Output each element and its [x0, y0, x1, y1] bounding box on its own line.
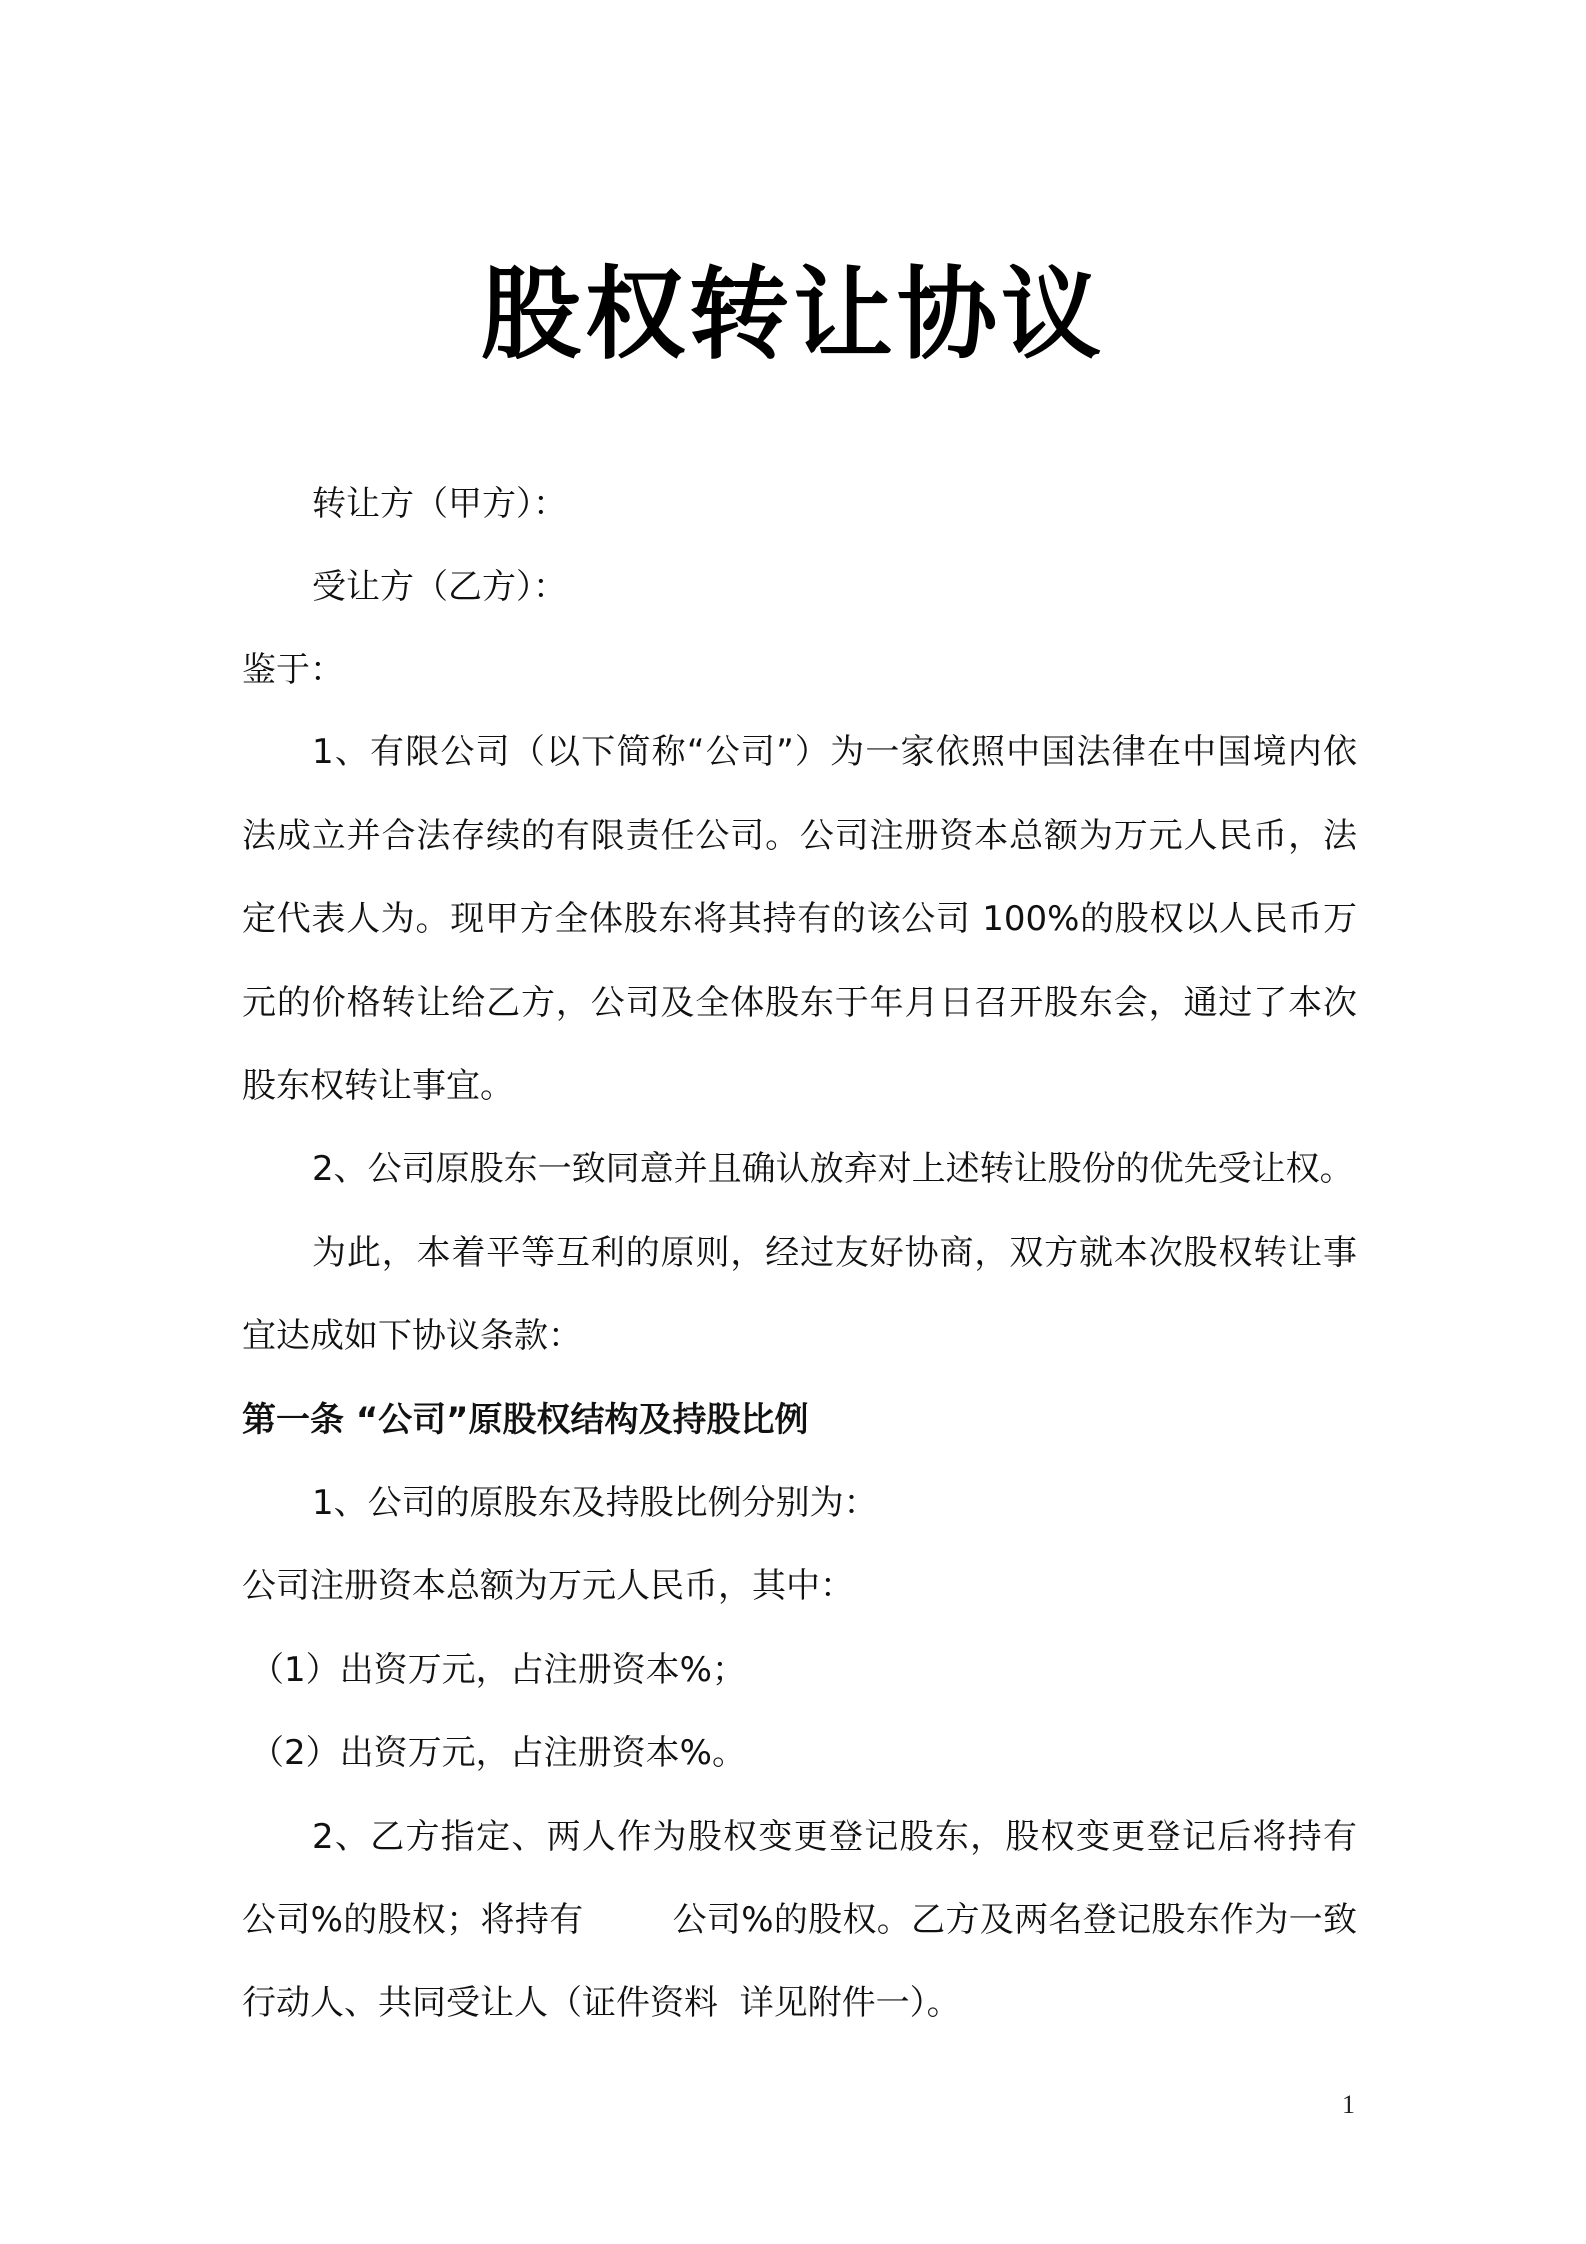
article-1-item-2-line: 行动人、共同受让人（证件资料 详见附件一）。: [242, 1983, 961, 2023]
page-number: 1: [1342, 2090, 1355, 2119]
document-title: 股权转让协议: [481, 256, 1105, 373]
recital-1-line: 股东权转让事宜。: [242, 1066, 514, 1106]
capital-line: 公司注册资本总额为万元人民币，其中：: [242, 1566, 854, 1606]
recital-1-line: 元的价格转让给乙方，公司及全体股东于年月日召开股东会，通过了本次: [242, 983, 1357, 1023]
article-1-item-2-line: 2、乙方指定、两人作为股权变更登记股东，股权变更登记后将持有: [312, 1817, 1357, 1857]
holding-2: （2）出资万元，占注册资本%。: [250, 1733, 746, 1773]
transferee-line: 受让方（乙方）：: [312, 567, 567, 607]
holding-1: （1）出资万元，占注册资本%；: [250, 1650, 746, 1690]
recital-1-line: 法成立并合法存续的有限责任公司。公司注册资本总额为万元人民币，法: [242, 816, 1357, 856]
agreement-intro-line: 宜达成如下协议条款：: [242, 1316, 582, 1356]
transferor-line: 转让方（甲方）：: [312, 484, 567, 524]
recital-1-line: 定代表人为。现甲方全体股东将其持有的该公司 100%的股权以人民币万: [242, 899, 1357, 939]
article-1-item-1: 1、公司的原股东及持股比例分别为：: [312, 1483, 878, 1523]
recital-1-line: 1、有限公司（以下简称“公司”）为一家依照中国法律在中国境内依: [312, 732, 1357, 772]
whereas-heading: 鉴于：: [242, 650, 344, 690]
recital-2: 2、公司原股东一致同意并且确认放弃对上述转让股份的优先受让权。: [312, 1149, 1354, 1189]
article-1-heading: 第一条 “公司”原股权结构及持股比例: [242, 1400, 809, 1440]
article-1-item-2-line: 公司%的股权；将持有 公司%的股权。乙方及两名登记股东作为一致: [242, 1900, 1357, 1940]
agreement-intro-line: 为此，本着平等互利的原则，经过友好协商，双方就本次股权转让事: [312, 1233, 1357, 1273]
